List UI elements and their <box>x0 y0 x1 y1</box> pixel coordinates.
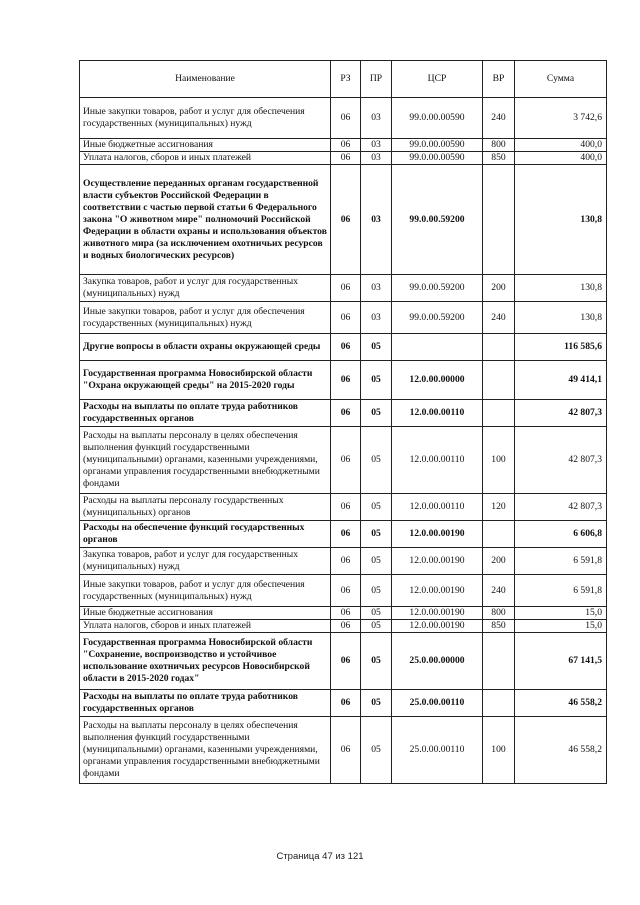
sum-cell: 130,8 <box>515 302 607 334</box>
row-name-cell: Иные бюджетные ассигнования <box>80 139 331 152</box>
table-row <box>80 139 607 152</box>
vr-cell: 240 <box>483 98 515 139</box>
csr-cell: 25.0.00.00110 <box>392 717 483 784</box>
pr-cell: 03 <box>361 302 392 334</box>
pr-cell: 03 <box>361 152 392 165</box>
rz-cell: 06 <box>331 494 361 521</box>
pr-cell: 05 <box>361 607 392 620</box>
sum-cell: 400,0 <box>515 152 607 165</box>
table-row <box>80 717 607 784</box>
table-row <box>80 152 607 165</box>
vr-cell <box>483 361 515 400</box>
table-body <box>80 61 607 784</box>
pr-cell: 05 <box>361 717 392 784</box>
vr-cell <box>483 690 515 717</box>
sum-cell: 400,0 <box>515 139 607 152</box>
table-row <box>80 165 607 275</box>
rz-cell: 06 <box>331 717 361 784</box>
rz-cell: 06 <box>331 620 361 633</box>
rz-cell: 06 <box>331 152 361 165</box>
vr-cell <box>483 400 515 427</box>
row-name-cell: Государственная программа Новосибирской области "Охрана окружающей среды" на 2015-2020 годы <box>80 361 331 400</box>
vr-cell: 100 <box>483 717 515 784</box>
sum-cell: 42 807,3 <box>515 400 607 427</box>
rz-cell: 06 <box>331 400 361 427</box>
row-name-cell: Иные закупки товаров, работ и услуг для обеспечения государственных (муниципальных) нужд <box>80 302 331 334</box>
row-name-cell: Закупка товаров, работ и услуг для государственных (муниципальных) нужд <box>80 275 331 302</box>
sum-cell: 67 141,5 <box>515 633 607 690</box>
budget-table <box>79 60 607 784</box>
csr-cell: 99.0.00.00590 <box>392 139 483 152</box>
table-row <box>80 575 607 607</box>
rz-cell: 06 <box>331 690 361 717</box>
page-footer: Страница 47 из 121 <box>276 851 364 862</box>
pr-cell: 03 <box>361 139 392 152</box>
sum-cell: 6 591,8 <box>515 575 607 607</box>
sum-cell: 15,0 <box>515 620 607 633</box>
csr-cell: 25.0.00.00110 <box>392 690 483 717</box>
pr-cell: 05 <box>361 633 392 690</box>
csr-cell: 12.0.00.00190 <box>392 607 483 620</box>
csr-cell: 99.0.00.00590 <box>392 152 483 165</box>
column-header-name: Наименование <box>80 61 331 98</box>
vr-cell: 850 <box>483 152 515 165</box>
vr-cell: 240 <box>483 302 515 334</box>
pr-cell: 05 <box>361 690 392 717</box>
pr-cell: 03 <box>361 275 392 302</box>
row-name-cell: Другие вопросы в области охраны окружающей среды <box>80 334 331 361</box>
column-header-pr: ПР <box>361 61 392 98</box>
table-row <box>80 620 607 633</box>
rz-cell: 06 <box>331 165 361 275</box>
rz-cell: 06 <box>331 361 361 400</box>
csr-cell: 12.0.00.00110 <box>392 427 483 494</box>
table-row <box>80 427 607 494</box>
pr-cell: 05 <box>361 521 392 548</box>
rz-cell: 06 <box>331 575 361 607</box>
pr-cell: 05 <box>361 400 392 427</box>
csr-cell: 99.0.00.00590 <box>392 98 483 139</box>
sum-cell: 6 591,8 <box>515 548 607 575</box>
rz-cell: 06 <box>331 98 361 139</box>
csr-cell: 12.0.00.00110 <box>392 494 483 521</box>
vr-cell <box>483 521 515 548</box>
table-row <box>80 400 607 427</box>
vr-cell: 120 <box>483 494 515 521</box>
row-name-cell: Расходы на выплаты по оплате труда работников государственных органов <box>80 690 331 717</box>
rz-cell: 06 <box>331 607 361 620</box>
table-row <box>80 690 607 717</box>
sum-cell: 130,8 <box>515 165 607 275</box>
rz-cell: 06 <box>331 427 361 494</box>
vr-cell <box>483 633 515 690</box>
rz-cell: 06 <box>331 521 361 548</box>
rz-cell: 06 <box>331 275 361 302</box>
row-name-cell: Иные закупки товаров, работ и услуг для обеспечения государственных (муниципальных) нужд <box>80 98 331 139</box>
table-row <box>80 361 607 400</box>
csr-cell: 25.0.00.00000 <box>392 633 483 690</box>
vr-cell: 200 <box>483 275 515 302</box>
vr-cell <box>483 334 515 361</box>
vr-cell: 800 <box>483 607 515 620</box>
row-name-cell: Осуществление переданных органам государственной власти субъектов Российской Федерации в соответствии с частью первой статьи 6 Федерального закона "О животном мире" полномочий Российской Федерации в области охраны и использования объектов животного мира (за исключением охотничьих ресурсов и водных биологических ресурсов) <box>80 165 331 275</box>
csr-cell: 12.0.00.00000 <box>392 361 483 400</box>
pr-cell: 05 <box>361 361 392 400</box>
rz-cell: 06 <box>331 139 361 152</box>
sum-cell: 46 558,2 <box>515 717 607 784</box>
row-name-cell: Расходы на выплаты персоналу в целях обеспечения выполнения функций государственными (муниципальными) органами, казенными учреждениями, органами управления государственными внебюджетными фондами <box>80 717 331 784</box>
column-header-rz: РЗ <box>331 61 361 98</box>
column-header-sum: Сумма <box>515 61 607 98</box>
row-name-cell: Иные бюджетные ассигнования <box>80 607 331 620</box>
sum-cell: 42 807,3 <box>515 427 607 494</box>
pr-cell: 05 <box>361 548 392 575</box>
row-name-cell: Уплата налогов, сборов и иных платежей <box>80 152 331 165</box>
csr-cell: 99.0.00.59200 <box>392 302 483 334</box>
table-row <box>80 275 607 302</box>
rz-cell: 06 <box>331 548 361 575</box>
table-row <box>80 607 607 620</box>
sum-cell: 3 742,6 <box>515 98 607 139</box>
vr-cell: 240 <box>483 575 515 607</box>
row-name-cell: Уплата налогов, сборов и иных платежей <box>80 620 331 633</box>
sum-cell: 46 558,2 <box>515 690 607 717</box>
pr-cell: 03 <box>361 98 392 139</box>
csr-cell: 99.0.00.59200 <box>392 275 483 302</box>
csr-cell <box>392 334 483 361</box>
sum-cell: 116 585,6 <box>515 334 607 361</box>
row-name-cell: Расходы на выплаты персоналу государственных (муниципальных) органов <box>80 494 331 521</box>
sum-cell: 15,0 <box>515 607 607 620</box>
sum-cell: 6 606,8 <box>515 521 607 548</box>
row-name-cell: Расходы на обеспечение функций государственных органов <box>80 521 331 548</box>
table-row <box>80 633 607 690</box>
pr-cell: 05 <box>361 494 392 521</box>
rz-cell: 06 <box>331 633 361 690</box>
vr-cell <box>483 165 515 275</box>
row-name-cell: Закупка товаров, работ и услуг для государственных (муниципальных) нужд <box>80 548 331 575</box>
row-name-cell: Расходы на выплаты по оплате труда работников государственных органов <box>80 400 331 427</box>
rz-cell: 06 <box>331 334 361 361</box>
sum-cell: 49 414,1 <box>515 361 607 400</box>
column-header-csr: ЦСР <box>392 61 483 98</box>
table-row <box>80 334 607 361</box>
vr-cell: 200 <box>483 548 515 575</box>
csr-cell: 12.0.00.00190 <box>392 575 483 607</box>
vr-cell: 100 <box>483 427 515 494</box>
csr-cell: 99.0.00.59200 <box>392 165 483 275</box>
table-row <box>80 494 607 521</box>
pr-cell: 05 <box>361 334 392 361</box>
sum-cell: 42 807,3 <box>515 494 607 521</box>
sum-cell: 130,8 <box>515 275 607 302</box>
vr-cell: 800 <box>483 139 515 152</box>
pr-cell: 03 <box>361 165 392 275</box>
csr-cell: 12.0.00.00190 <box>392 548 483 575</box>
table-header-row <box>80 61 607 98</box>
column-header-vr: ВР <box>483 61 515 98</box>
row-name-cell: Государственная программа Новосибирской области "Сохранение, воспроизводство и устойчивое использование охотничьих ресурсов Новосибирской области в 2015-2020 годах" <box>80 633 331 690</box>
csr-cell: 12.0.00.00190 <box>392 521 483 548</box>
rz-cell: 06 <box>331 302 361 334</box>
table-row <box>80 548 607 575</box>
pr-cell: 05 <box>361 575 392 607</box>
pr-cell: 05 <box>361 620 392 633</box>
csr-cell: 12.0.00.00190 <box>392 620 483 633</box>
csr-cell: 12.0.00.00110 <box>392 400 483 427</box>
table-row <box>80 98 607 139</box>
pr-cell: 05 <box>361 427 392 494</box>
table-row <box>80 521 607 548</box>
table-row <box>80 302 607 334</box>
row-name-cell: Расходы на выплаты персоналу в целях обеспечения выполнения функций государственными (муниципальными) органами, казенными учреждениями, органами управления государственными внебюджетными фондами <box>80 427 331 494</box>
vr-cell: 850 <box>483 620 515 633</box>
row-name-cell: Иные закупки товаров, работ и услуг для обеспечения государственных (муниципальных) нужд <box>80 575 331 607</box>
